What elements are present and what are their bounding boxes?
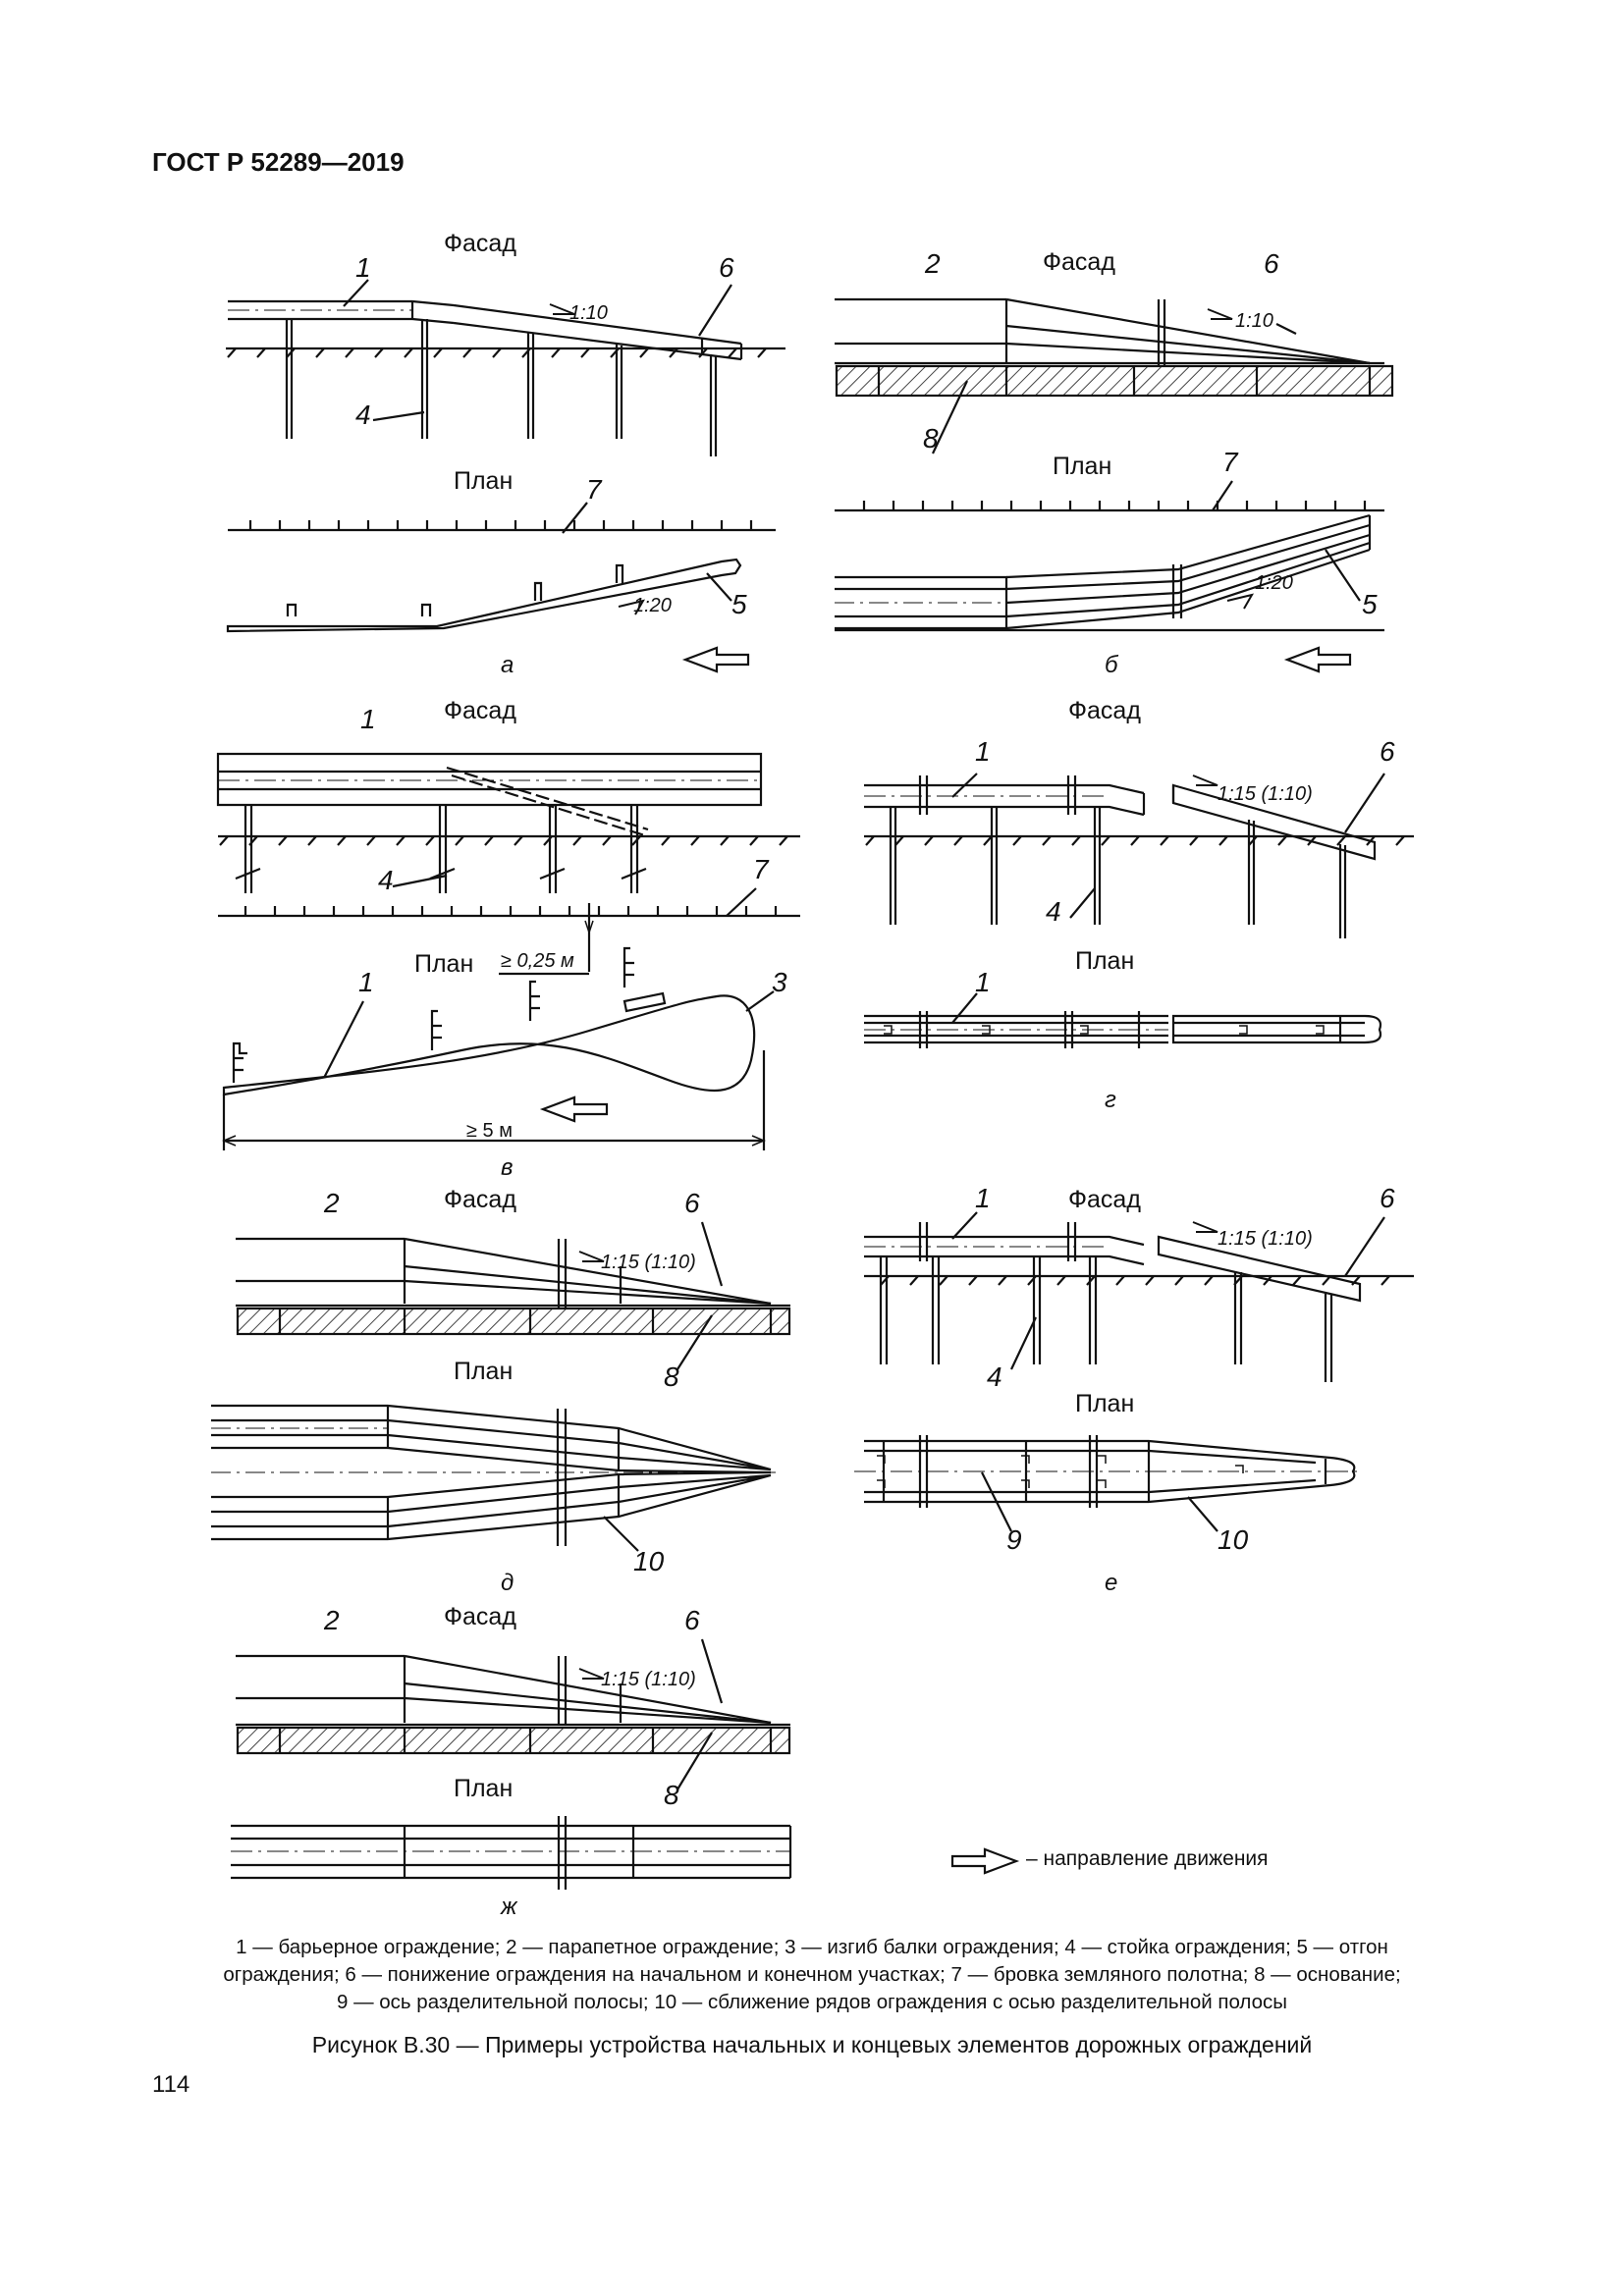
- plan-label: План: [1053, 453, 1112, 480]
- callout-1: 1: [975, 736, 991, 767]
- callout-6: 6: [684, 1605, 700, 1635]
- plan-label: План: [454, 1358, 514, 1385]
- plan-label: План: [1075, 1390, 1135, 1417]
- panel-e: [854, 1212, 1414, 1531]
- plan-label: План: [1075, 947, 1135, 975]
- slope-label: 1:10: [1235, 310, 1273, 332]
- callout-4: 4: [378, 865, 394, 895]
- callout-7: 7: [753, 854, 769, 884]
- callout-8: 8: [664, 1362, 679, 1392]
- callout-4: 4: [355, 400, 371, 430]
- callout-3: 3: [772, 967, 787, 997]
- facade-label: Фасад: [444, 230, 516, 257]
- slope-label: 1:20: [633, 595, 672, 616]
- facade-label: Фасад: [444, 1603, 516, 1630]
- callout-7: 7: [1222, 447, 1238, 477]
- callout-5: 5: [1362, 589, 1378, 619]
- panel-caption: в: [501, 1154, 514, 1181]
- panel-b: [835, 299, 1392, 671]
- legend-line: 1 — барьерное ограждение; 2 — парапетное ограждение; 3 — изгиб балки ограждения; 4 — стойка ограждения; 5 — отгон: [236, 1936, 1388, 1958]
- legend-line: 9 — ось разделительной полосы; 10 — сближение рядов ограждения с осью разделительной полосы: [336, 1991, 1288, 2013]
- min-length-dimension: ≥ 5 м: [466, 1120, 513, 1142]
- facade-label: Фасад: [444, 1186, 516, 1213]
- callout-1: 1: [355, 252, 371, 283]
- facade-label: Фасад: [1068, 697, 1141, 724]
- plan-label: План: [454, 467, 514, 495]
- callout-1: 1: [975, 967, 991, 997]
- callout-2: 2: [324, 1188, 340, 1218]
- slope-label: 1:15 (1:10): [1218, 1228, 1313, 1250]
- callout-9: 9: [1006, 1524, 1022, 1555]
- figure-title: Рисунок В.30 — Примеры устройства начальных и концевых элементов дорожных ограждений: [311, 2032, 1313, 2057]
- panel-caption: ж: [501, 1894, 517, 1920]
- callout-6: 6: [719, 252, 734, 283]
- facade-label: Фасад: [444, 697, 516, 724]
- callout-6: 6: [1380, 1183, 1395, 1213]
- legend-line: ограждения; 6 — понижение ограждения на начальном и конечном участках; 7 — бровка земляного полотна; 8 — основание;: [223, 1963, 1401, 1986]
- callout-1: 1: [358, 967, 374, 997]
- panel-caption: д: [501, 1570, 514, 1596]
- callout-1: 1: [360, 704, 376, 734]
- facade-label: Фасад: [1068, 1186, 1141, 1213]
- panel-caption: а: [501, 652, 514, 678]
- panel-zh: [231, 1639, 790, 1890]
- callout-4: 4: [1046, 896, 1061, 927]
- panel-caption: е: [1105, 1570, 1118, 1596]
- callout-10: 10: [633, 1546, 665, 1576]
- callout-5: 5: [731, 589, 747, 619]
- callout-10: 10: [1218, 1524, 1249, 1555]
- panel-d: [211, 1222, 790, 1551]
- callout-6: 6: [1380, 736, 1395, 767]
- panel-v: [218, 726, 800, 1150]
- panel-caption: б: [1105, 652, 1118, 678]
- callout-1: 1: [975, 1183, 991, 1213]
- panel-caption: г: [1105, 1087, 1116, 1113]
- facade-label: Фасад: [1043, 248, 1115, 276]
- callout-8: 8: [664, 1780, 679, 1810]
- panel-g: [864, 774, 1414, 1048]
- min-offset-dimension: ≥ 0,25 м: [501, 950, 574, 972]
- callout-6: 6: [1264, 248, 1279, 279]
- figure-legend: [147, 1934, 1477, 2016]
- page-number: 114: [152, 2071, 190, 2098]
- slope-label: 1:15 (1:10): [601, 1669, 696, 1690]
- direction-legend: – направление движения: [1026, 1847, 1269, 1870]
- callout-2: 2: [324, 1605, 340, 1635]
- document-header: ГОСТ Р 52289—2019: [152, 147, 405, 177]
- slope-label: 1:15 (1:10): [601, 1252, 696, 1273]
- callout-8: 8: [923, 423, 939, 454]
- callout-4: 4: [987, 1362, 1002, 1392]
- slope-label: 1:10: [569, 302, 608, 324]
- plan-label: План: [454, 1775, 514, 1802]
- callout-6: 6: [684, 1188, 700, 1218]
- slope-label: 1:15 (1:10): [1218, 783, 1313, 805]
- plan-label: План: [414, 950, 474, 978]
- direction-arrow-icon: [952, 1849, 1016, 1873]
- slope-label: 1:20: [1255, 572, 1293, 594]
- callout-7: 7: [586, 474, 602, 505]
- callout-2: 2: [925, 248, 941, 279]
